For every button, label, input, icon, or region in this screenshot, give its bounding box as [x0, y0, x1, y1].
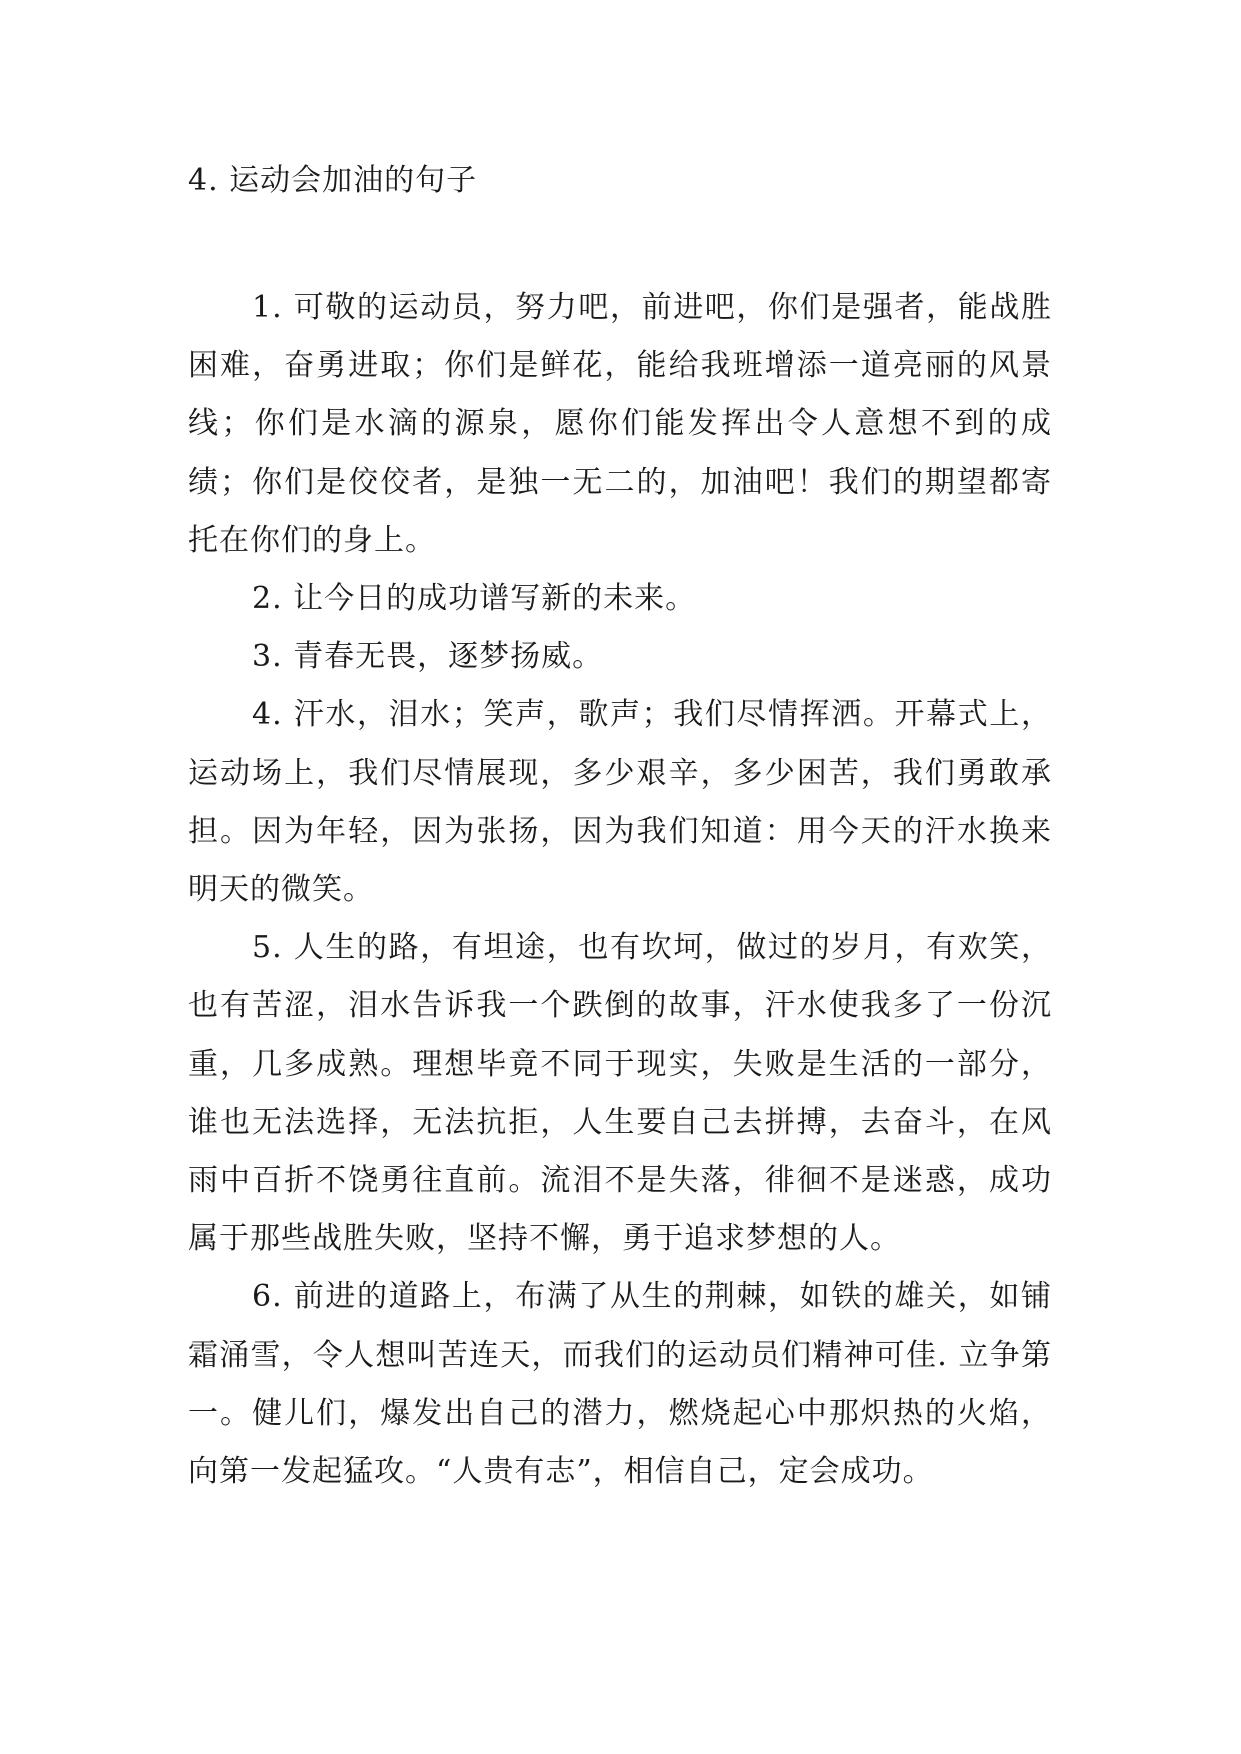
paragraph-6: 6. 前进的道路上，布满了从生的荆棘，如铁的雄关，如铺霜涌雪，令人想叫苦连天，而我们的运动员们精神可佳. 立争第一。健儿们，爆发出自己的潜力，燃烧起心中那炽热的火焰，向第一发起猛攻。“人贵有志”，相信自己，定会成功。	[188, 1279, 1052, 1490]
paragraph-3: 3. 青春无畏，逐梦扬威。	[252, 639, 604, 675]
paragraph-4: 4. 汗水，泪水；笑声，歌声；我们尽情挥洒。开幕式上，运动场上，我们尽情展现，多少艰辛，多少困苦，我们勇敢承担。因为年轻，因为张扬，因为我们知道：用今天的汗水换来明天的微笑。	[188, 697, 1052, 908]
document-title: 4. 运动会加油的句子	[188, 163, 478, 198]
paragraph-2: 2. 让今日的成功谱写新的未来。	[252, 581, 697, 617]
paragraph-5: 5. 人生的路，有坦途，也有坎坷，做过的岁月，有欢笑，也有苦涩，泪水告诉我一个跌倒的故事，汗水使我多了一份沉重，几多成熟。理想毕竟不同于现实，失败是生活的一部分，谁也无法选择，无法抗拒，人生要自己去拼搏，去奋斗，在风雨中百折不饶勇往直前。流泪不是失落，徘徊不是迷惑，成功属于那些战胜失败，坚持不懈，勇于追求梦想的人。	[188, 930, 1052, 1257]
paragraph-1: 1. 可敬的运动员，努力吧，前进吧，你们是强者，能战胜困难，奋勇进取；你们是鲜花，能给我班增添一道亮丽的风景线；你们是水滴的源泉，愿你们能发挥出令人意想不到的成绩；你们是佼佼者，是独一无二的，加油吧！我们的期望都寄托在你们的身上。	[188, 290, 1052, 558]
document-body	[188, 279, 1052, 1501]
